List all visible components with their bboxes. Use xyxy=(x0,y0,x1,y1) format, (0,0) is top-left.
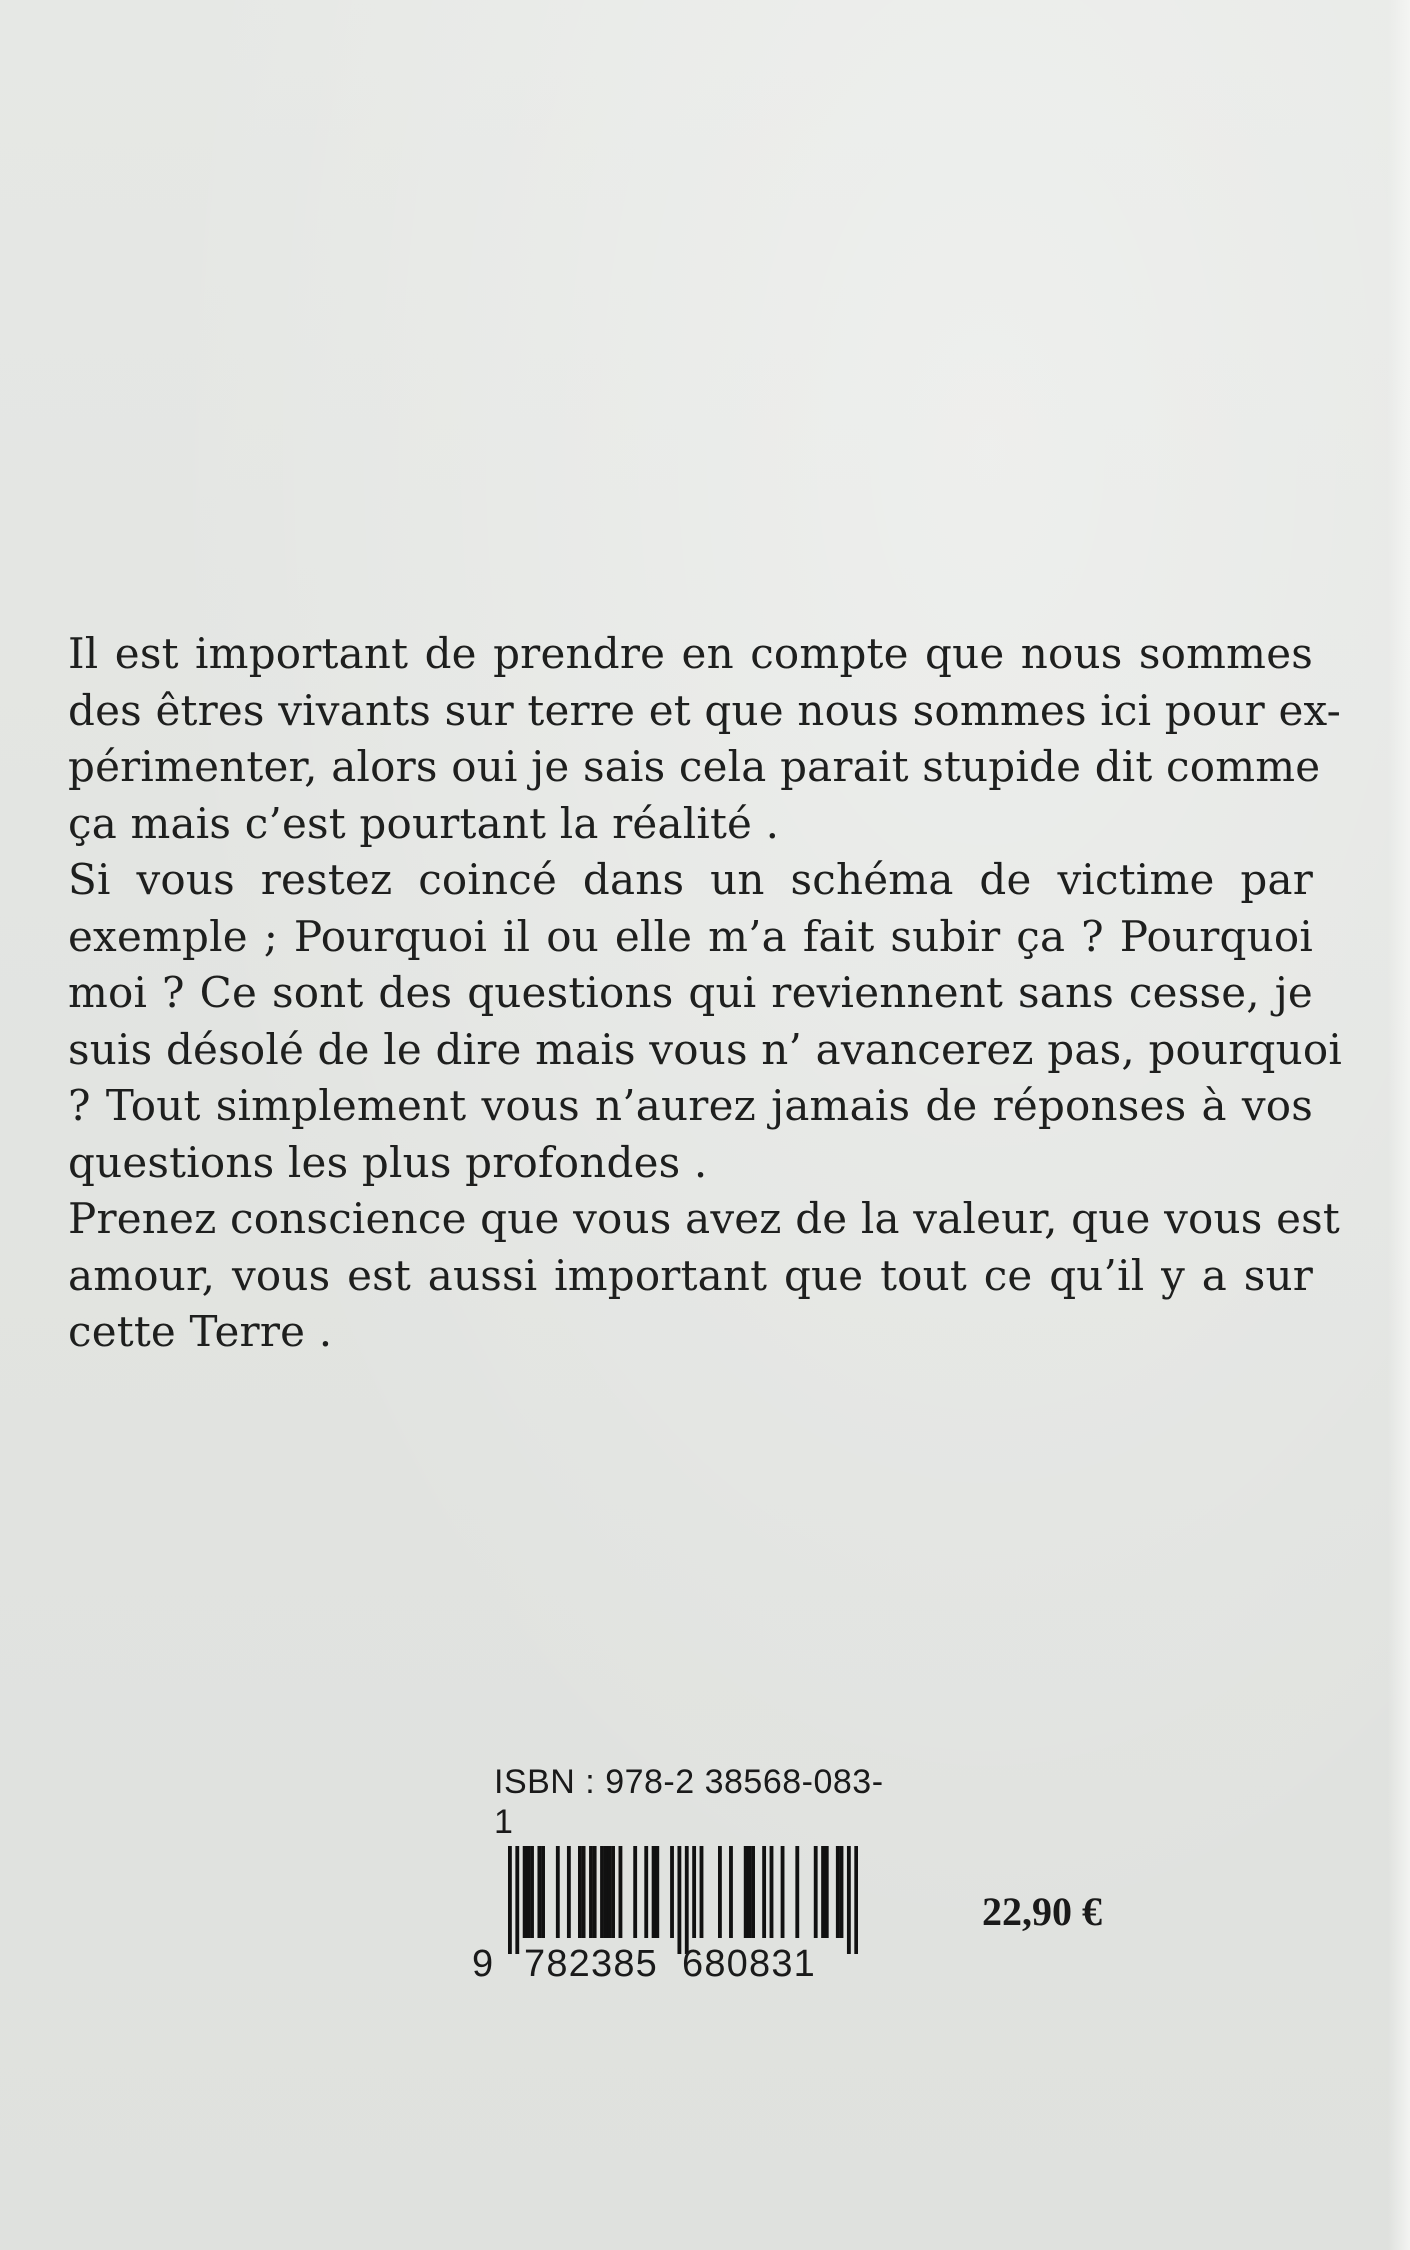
blurb-line: suis désolé de le dire mais vous n’ avancerez pas, pourquoi xyxy=(68,1024,1342,1074)
blurb-text xyxy=(68,626,1342,1361)
isbn-block xyxy=(472,1762,892,1996)
barcode-bar xyxy=(526,1846,530,1938)
barcode-bar xyxy=(781,1846,785,1938)
barcode-bar xyxy=(652,1846,656,1938)
barcode-bar xyxy=(670,1846,674,1938)
blurb-line: questions les plus profondes . xyxy=(68,1137,708,1187)
barcode-right-group: 680831 xyxy=(682,1943,817,1985)
barcode-bar xyxy=(578,1846,582,1938)
isbn-label: ISBN : 978-2 38568-083-1 xyxy=(494,1763,884,1841)
blurb-paragraph xyxy=(68,852,1342,1191)
barcode xyxy=(508,1846,858,1954)
blurb-line: Si vous restez coincé dans un schéma de victime par xyxy=(68,855,1313,904)
price: 22,90 € xyxy=(982,1889,1102,1934)
barcode-bar xyxy=(795,1846,799,1938)
barcode-bar xyxy=(825,1846,829,1938)
barcode-bar xyxy=(515,1846,519,1954)
barcode-bar xyxy=(593,1846,597,1938)
barcode-bar xyxy=(556,1846,560,1938)
blurb-line: moi ? Ce sont des questions qui reviennent sans cesse, je xyxy=(68,968,1313,1017)
barcode-bar xyxy=(530,1846,534,1938)
barcode-bar xyxy=(619,1846,623,1938)
blurb-line: des êtres vivants sur terre et que nous sommes ici pour ex- xyxy=(68,685,1342,735)
barcode-bar xyxy=(744,1846,748,1938)
barcode-bar xyxy=(814,1846,818,1938)
blurb-line: ça mais c’est pourtant la réalité . xyxy=(68,798,780,848)
barcode-first-digit: 9 xyxy=(472,1943,495,1985)
barcode-bar xyxy=(685,1846,689,1954)
cover-edge-highlight xyxy=(1388,0,1410,2250)
barcode-bar xyxy=(589,1846,593,1938)
barcode-bar xyxy=(700,1846,704,1938)
barcode-bar xyxy=(541,1846,545,1938)
barcode-bar xyxy=(523,1846,527,1938)
barcode-bar xyxy=(582,1846,586,1938)
blurb-line: périmenter, alors oui je sais cela parait stupide dit comme xyxy=(68,742,1321,791)
blurb-paragraph xyxy=(68,626,1342,852)
barcode-left-group: 782385 xyxy=(524,1943,659,1985)
barcode-bar xyxy=(607,1846,611,1938)
barcode-bar xyxy=(508,1846,512,1954)
blurb-line: ? Tout simplement vous n’aurez jamais de réponses à vos xyxy=(68,1081,1313,1130)
barcode-bar xyxy=(718,1846,722,1938)
blurb-paragraph xyxy=(68,1191,1340,1361)
blurb-line: amour, vous est aussi important que tout ce qu’il y a sur xyxy=(68,1250,1313,1300)
barcode-bar xyxy=(537,1846,541,1938)
barcode-bar xyxy=(770,1846,774,1938)
blurb-line: exemple ; Pourquoi il ou elle m’a fait subir ça ? Pourquoi xyxy=(68,911,1313,961)
blurb-line: Il est important de prendre en compte que nous sommes xyxy=(68,629,1313,678)
barcode-bar xyxy=(655,1846,659,1938)
barcode-bar xyxy=(644,1846,648,1938)
barcode-wrap xyxy=(472,1846,892,1996)
barcode-bar xyxy=(751,1846,755,1938)
barcode-bar xyxy=(633,1846,637,1938)
barcode-bar xyxy=(747,1846,751,1938)
barcode-bar xyxy=(604,1846,608,1938)
barcode-bar xyxy=(840,1846,844,1938)
barcode-bar xyxy=(729,1846,733,1938)
barcode-bar xyxy=(821,1846,825,1938)
barcode-bar xyxy=(836,1846,840,1938)
barcode-bar xyxy=(854,1846,858,1954)
blurb-line: Prenez conscience que vous avez de la valeur, que vous est xyxy=(68,1194,1340,1243)
blurb-line: cette Terre . xyxy=(68,1307,333,1356)
barcode-bar xyxy=(567,1846,571,1938)
barcode-bar xyxy=(600,1846,604,1938)
barcode-bar xyxy=(692,1846,696,1938)
barcode-bar xyxy=(762,1846,766,1938)
barcode-bar xyxy=(677,1846,681,1954)
barcode-bar xyxy=(611,1846,615,1938)
barcode-bar xyxy=(847,1846,851,1954)
